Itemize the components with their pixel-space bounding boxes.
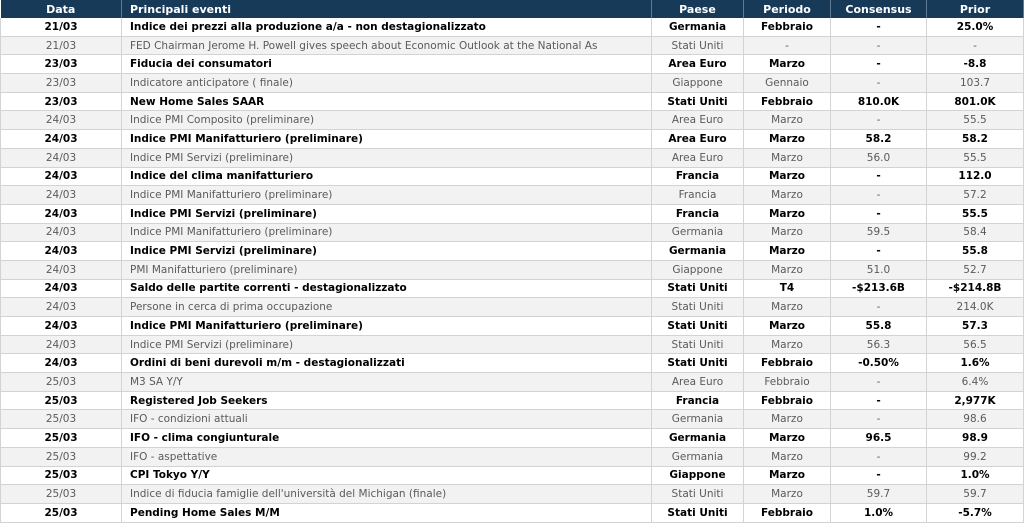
cell-prior: 6.4%	[927, 373, 1024, 392]
cell-country: Area Euro	[652, 373, 744, 392]
cell-prior: 55.5	[927, 148, 1024, 167]
cell-event: Indice PMI Servizi (preliminare)	[122, 335, 652, 354]
table-row	[1, 18, 1024, 36]
table-row	[1, 148, 1024, 167]
table-row	[1, 223, 1024, 242]
cell-date: 25/03	[1, 466, 122, 485]
cell-country: Giappone	[652, 466, 744, 485]
cell-country: Area Euro	[652, 148, 744, 167]
cell-country: Stati Uniti	[652, 485, 744, 504]
cell-country: Francia	[652, 204, 744, 223]
cell-event: Indice PMI Manifatturiero (preliminare)	[122, 223, 652, 242]
table-row	[1, 298, 1024, 317]
cell-date: 24/03	[1, 148, 122, 167]
cell-consensus: -	[831, 204, 927, 223]
table-row	[1, 167, 1024, 186]
table-row	[1, 410, 1024, 429]
cell-event: Registered Job Seekers	[122, 391, 652, 410]
header-period: Periodo	[744, 0, 831, 18]
cell-country: Germania	[652, 410, 744, 429]
cell-date: 25/03	[1, 410, 122, 429]
cell-event: Fiducia dei consumatori	[122, 55, 652, 74]
cell-consensus: -	[831, 391, 927, 410]
cell-period: Marzo	[744, 447, 831, 466]
cell-country: Area Euro	[652, 111, 744, 130]
cell-prior: 56.5	[927, 335, 1024, 354]
cell-date: 24/03	[1, 111, 122, 130]
cell-consensus: 59.7	[831, 485, 927, 504]
table-row	[1, 36, 1024, 55]
cell-period: Marzo	[744, 223, 831, 242]
cell-consensus: -	[831, 242, 927, 261]
cell-consensus: 56.0	[831, 148, 927, 167]
cell-date: 25/03	[1, 391, 122, 410]
cell-period: Marzo	[744, 167, 831, 186]
cell-date: 24/03	[1, 186, 122, 205]
cell-event: Indice PMI Manifatturiero (preliminare)	[122, 186, 652, 205]
cell-prior: 55.8	[927, 242, 1024, 261]
cell-event: Indice PMI Servizi (preliminare)	[122, 242, 652, 261]
cell-consensus: 55.8	[831, 317, 927, 336]
cell-period: Marzo	[744, 130, 831, 149]
cell-date: 24/03	[1, 335, 122, 354]
cell-date: 25/03	[1, 447, 122, 466]
cell-consensus: -	[831, 410, 927, 429]
cell-country: Germania	[652, 447, 744, 466]
cell-period: Marzo	[744, 410, 831, 429]
cell-country: Area Euro	[652, 55, 744, 74]
cell-event: CPI Tokyo Y/Y	[122, 466, 652, 485]
cell-prior: 98.9	[927, 429, 1024, 448]
cell-consensus: -	[831, 167, 927, 186]
cell-country: Giappone	[652, 260, 744, 279]
header-prior: Prior	[927, 0, 1024, 18]
cell-prior: 99.2	[927, 447, 1024, 466]
table-row	[1, 111, 1024, 130]
cell-consensus: -	[831, 186, 927, 205]
cell-country: Germania	[652, 429, 744, 448]
table-row	[1, 485, 1024, 504]
cell-country: Giappone	[652, 74, 744, 93]
cell-prior: 1.6%	[927, 354, 1024, 373]
cell-period: Gennaio	[744, 74, 831, 93]
cell-period: Marzo	[744, 111, 831, 130]
cell-period: Febbraio	[744, 503, 831, 522]
cell-country: Germania	[652, 242, 744, 261]
cell-prior: 25.0%	[927, 18, 1024, 36]
cell-date: 24/03	[1, 317, 122, 336]
cell-date: 25/03	[1, 485, 122, 504]
cell-period: Febbraio	[744, 92, 831, 111]
cell-prior: 2,977K	[927, 391, 1024, 410]
cell-consensus: -	[831, 74, 927, 93]
cell-date: 21/03	[1, 36, 122, 55]
cell-consensus: 56.3	[831, 335, 927, 354]
cell-consensus: 58.2	[831, 130, 927, 149]
table-row	[1, 391, 1024, 410]
cell-event: IFO - condizioni attuali	[122, 410, 652, 429]
cell-country: Stati Uniti	[652, 317, 744, 336]
table-header	[1, 0, 1024, 18]
cell-period: Marzo	[744, 204, 831, 223]
cell-date: 25/03	[1, 373, 122, 392]
cell-date: 24/03	[1, 279, 122, 298]
table-row	[1, 260, 1024, 279]
table-row	[1, 335, 1024, 354]
cell-country: Francia	[652, 167, 744, 186]
cell-prior: 98.6	[927, 410, 1024, 429]
cell-period: -	[744, 36, 831, 55]
table-row	[1, 92, 1024, 111]
table-row	[1, 373, 1024, 392]
cell-consensus: -	[831, 55, 927, 74]
cell-period: T4	[744, 279, 831, 298]
cell-event: IFO - clima congiunturale	[122, 429, 652, 448]
table-row	[1, 242, 1024, 261]
cell-prior: 1.0%	[927, 466, 1024, 485]
cell-consensus: -	[831, 111, 927, 130]
cell-date: 23/03	[1, 74, 122, 93]
cell-prior: -$214.8B	[927, 279, 1024, 298]
cell-prior: 103.7	[927, 74, 1024, 93]
cell-event: M3 SA Y/Y	[122, 373, 652, 392]
cell-consensus: -	[831, 447, 927, 466]
cell-event: Pending Home Sales M/M	[122, 503, 652, 522]
cell-date: 23/03	[1, 55, 122, 74]
header-country: Paese	[652, 0, 744, 18]
cell-prior: 58.4	[927, 223, 1024, 242]
cell-date: 25/03	[1, 429, 122, 448]
table-row	[1, 317, 1024, 336]
header-date: Data	[1, 0, 122, 18]
cell-prior: 55.5	[927, 204, 1024, 223]
cell-prior: 59.7	[927, 485, 1024, 504]
cell-prior: 801.0K	[927, 92, 1024, 111]
table-row	[1, 204, 1024, 223]
cell-period: Marzo	[744, 335, 831, 354]
cell-event: PMI Manifatturiero (preliminare)	[122, 260, 652, 279]
cell-period: Marzo	[744, 298, 831, 317]
cell-consensus: 1.0%	[831, 503, 927, 522]
cell-date: 24/03	[1, 223, 122, 242]
cell-prior: 57.2	[927, 186, 1024, 205]
table-row	[1, 55, 1024, 74]
cell-prior: 112.0	[927, 167, 1024, 186]
cell-event: Indice PMI Manifatturiero (preliminare)	[122, 130, 652, 149]
cell-country: Stati Uniti	[652, 503, 744, 522]
cell-prior: 55.5	[927, 111, 1024, 130]
cell-event: Ordini di beni durevoli m/m - destagionalizzati	[122, 354, 652, 373]
cell-date: 21/03	[1, 18, 122, 36]
cell-event: FED Chairman Jerome H. Powell gives speech about Economic Outlook at the National As	[122, 36, 652, 55]
cell-consensus: 810.0K	[831, 92, 927, 111]
cell-date: 24/03	[1, 167, 122, 186]
table-row	[1, 447, 1024, 466]
cell-date: 24/03	[1, 260, 122, 279]
cell-country: Germania	[652, 223, 744, 242]
table-row	[1, 130, 1024, 149]
cell-period: Marzo	[744, 466, 831, 485]
cell-period: Marzo	[744, 148, 831, 167]
cell-country: Francia	[652, 186, 744, 205]
cell-prior: 214.0K	[927, 298, 1024, 317]
cell-event: Indice dei prezzi alla produzione a/a - non destagionalizzato	[122, 18, 652, 36]
table-row	[1, 466, 1024, 485]
cell-period: Marzo	[744, 317, 831, 336]
cell-consensus: -0.50%	[831, 354, 927, 373]
cell-country: Stati Uniti	[652, 36, 744, 55]
table-row	[1, 279, 1024, 298]
cell-event: Indice PMI Servizi (preliminare)	[122, 204, 652, 223]
cell-event: New Home Sales SAAR	[122, 92, 652, 111]
cell-event: Indice di fiducia famiglie dell'università del Michigan (finale)	[122, 485, 652, 504]
table-row	[1, 74, 1024, 93]
cell-country: Germania	[652, 18, 744, 36]
cell-date: 25/03	[1, 503, 122, 522]
cell-period: Marzo	[744, 485, 831, 504]
cell-period: Marzo	[744, 186, 831, 205]
cell-country: Area Euro	[652, 130, 744, 149]
cell-period: Marzo	[744, 260, 831, 279]
cell-date: 24/03	[1, 354, 122, 373]
cell-date: 24/03	[1, 204, 122, 223]
cell-event: Indicatore anticipatore ( finale)	[122, 74, 652, 93]
cell-period: Febbraio	[744, 354, 831, 373]
cell-consensus: 59.5	[831, 223, 927, 242]
cell-country: Stati Uniti	[652, 335, 744, 354]
cell-country: Stati Uniti	[652, 279, 744, 298]
cell-period: Marzo	[744, 242, 831, 261]
cell-date: 23/03	[1, 92, 122, 111]
cell-event: Indice PMI Manifatturiero (preliminare)	[122, 317, 652, 336]
cell-country: Stati Uniti	[652, 298, 744, 317]
cell-country: Francia	[652, 391, 744, 410]
cell-consensus: 96.5	[831, 429, 927, 448]
cell-consensus: -	[831, 298, 927, 317]
cell-prior: 57.3	[927, 317, 1024, 336]
cell-prior: -	[927, 36, 1024, 55]
cell-event: Persone in cerca di prima occupazione	[122, 298, 652, 317]
cell-date: 24/03	[1, 130, 122, 149]
header-row	[1, 0, 1024, 18]
cell-country: Stati Uniti	[652, 92, 744, 111]
cell-country: Stati Uniti	[652, 354, 744, 373]
header-consensus: Consensus	[831, 0, 927, 18]
cell-prior: 58.2	[927, 130, 1024, 149]
cell-event: Indice del clima manifatturiero	[122, 167, 652, 186]
cell-prior: 52.7	[927, 260, 1024, 279]
cell-consensus: -$213.6B	[831, 279, 927, 298]
cell-period: Marzo	[744, 55, 831, 74]
cell-period: Marzo	[744, 429, 831, 448]
cell-consensus: 51.0	[831, 260, 927, 279]
table-row	[1, 429, 1024, 448]
cell-period: Febbraio	[744, 391, 831, 410]
cell-event: IFO - aspettative	[122, 447, 652, 466]
cell-date: 24/03	[1, 298, 122, 317]
cell-consensus: -	[831, 18, 927, 36]
table-row	[1, 503, 1024, 522]
cell-consensus: -	[831, 466, 927, 485]
cell-event: Saldo delle partite correnti - destagionalizzato	[122, 279, 652, 298]
cell-consensus: -	[831, 36, 927, 55]
cell-prior: -8.8	[927, 55, 1024, 74]
table-row	[1, 354, 1024, 373]
cell-period: Febbraio	[744, 18, 831, 36]
cell-consensus: -	[831, 373, 927, 392]
table-row	[1, 186, 1024, 205]
cell-period: Febbraio	[744, 373, 831, 392]
header-event: Principali eventi	[122, 0, 652, 18]
cell-date: 24/03	[1, 242, 122, 261]
cell-event: Indice PMI Composito (preliminare)	[122, 111, 652, 130]
cell-event: Indice PMI Servizi (preliminare)	[122, 148, 652, 167]
table-body	[1, 18, 1024, 522]
cell-prior: -5.7%	[927, 503, 1024, 522]
